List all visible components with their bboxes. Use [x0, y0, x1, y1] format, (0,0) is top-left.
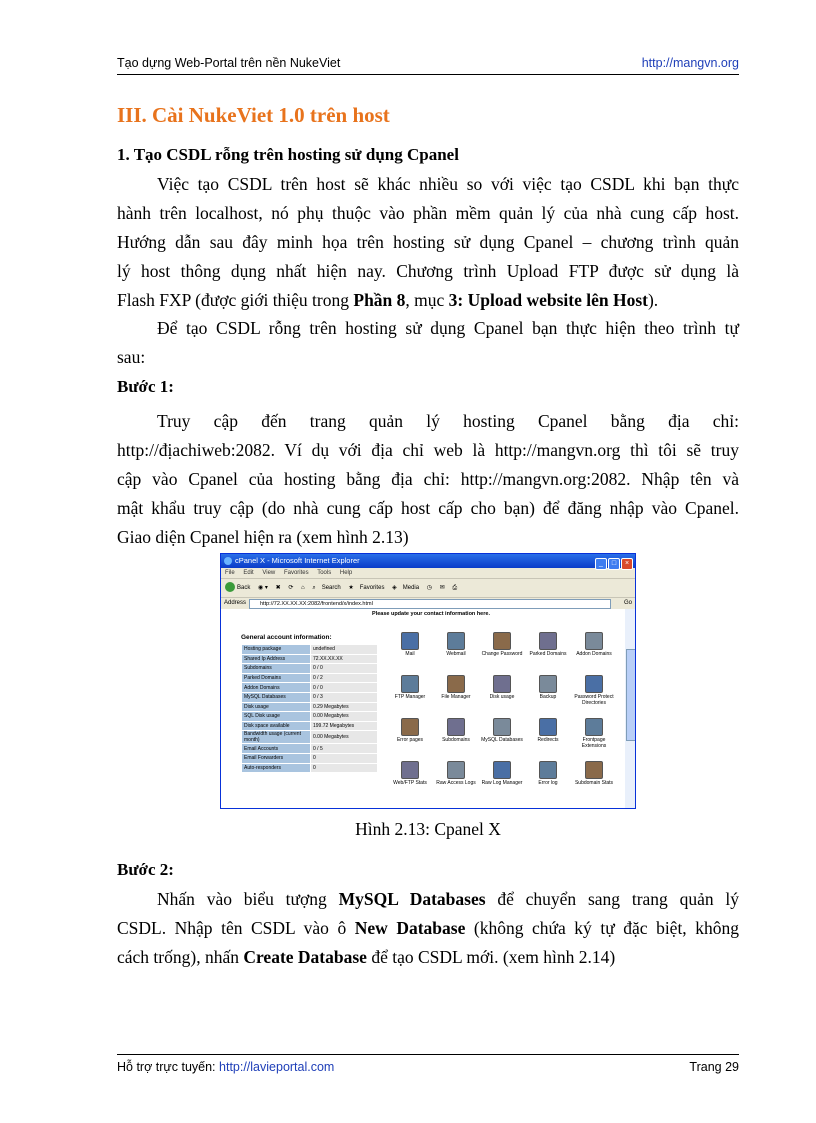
mysql-databases-icon[interactable]: [493, 718, 511, 736]
back-button[interactable]: Back: [237, 585, 251, 591]
menu-edit[interactable]: Edit: [243, 570, 254, 576]
account-row: [242, 721, 378, 731]
text-line: Truy cập đến trang quản lý hosting Cpanel bằng địa chỉ:: [157, 411, 739, 431]
account-row: [242, 683, 378, 693]
cpanel-icon-label[interactable]: Error log: [538, 780, 558, 786]
text-line: Để tạo CSDL rỗng trên hosting sử dụng Cpanel bạn thực hiện theo trình tự: [157, 318, 739, 338]
account-key: SQL Disk usage: [242, 712, 311, 722]
footer-link[interactable]: http://lavieportal.com: [219, 1060, 335, 1074]
account-value: 0.00 Megabytes: [311, 712, 378, 722]
cpanel-icon-item[interactable]: [479, 718, 525, 744]
cpanel-icon-item[interactable]: [571, 718, 617, 749]
toolbar: [221, 579, 635, 598]
menu-help[interactable]: Help: [339, 570, 353, 576]
paragraph-intro: [117, 170, 739, 315]
print-icon[interactable]: ⎙: [452, 585, 458, 591]
footer-support: [117, 1060, 334, 1074]
text-run: để tạo CSDL mới. (xem hình 2.14): [366, 947, 616, 967]
cpanel-icon-label[interactable]: Raw Access Logs: [436, 780, 476, 786]
cpanel-icon-label[interactable]: Addon Domains: [576, 651, 612, 657]
cpanel-icon-label[interactable]: Change Password: [481, 651, 523, 657]
cpanel-icon-label[interactable]: Subdomains: [442, 737, 470, 743]
cpanel-icon-item[interactable]: [479, 632, 525, 658]
cpanel-icon-label[interactable]: Subdomain Stats: [574, 780, 614, 786]
account-value: 0: [311, 753, 378, 763]
account-value: 0 / 2: [311, 673, 378, 683]
web-ftp-stats-icon[interactable]: [401, 761, 419, 779]
text-line: sau:: [117, 347, 146, 367]
bold-run: 3: Upload website lên Host: [448, 290, 648, 310]
account-key: Addon Domains: [242, 683, 311, 693]
address-label: Address: [224, 600, 247, 606]
close-icon[interactable]: ×: [621, 558, 633, 570]
cpanel-icon-label[interactable]: Disk usage: [489, 694, 515, 700]
cpanel-icon-item[interactable]: [571, 632, 617, 658]
account-value: 0.29 Megabytes: [311, 702, 378, 712]
cpanel-icon-item[interactable]: [387, 632, 433, 658]
account-key: Shared Ip Address: [242, 654, 311, 664]
account-key: Email Accounts: [242, 744, 311, 754]
search-icon: ⌕: [312, 585, 316, 591]
subsection-title: 1. Tạo CSDL rỗng trên hosting sử dụng Cpanel: [117, 145, 459, 164]
ftp-manager-icon[interactable]: [401, 675, 419, 693]
cpanel-icon-item[interactable]: [433, 632, 479, 658]
cpanel-icon-label[interactable]: Backup: [539, 694, 557, 700]
text-line: [117, 914, 739, 943]
account-info-title: General account information:: [241, 634, 332, 641]
account-value: 0 / 0: [311, 664, 378, 674]
vertical-scrollbar[interactable]: [625, 609, 635, 808]
section-title: III. Cài NukeViet 1.0 trên host: [117, 103, 390, 127]
text-line: Hướng dẫn sau đây minh họa trên hosting sử dụng Cpanel – chương trình quản: [117, 232, 739, 252]
account-key: Parked Domains: [242, 673, 311, 683]
text-line: [117, 286, 739, 315]
error-pages-icon[interactable]: [401, 718, 419, 736]
cpanel-icon-label[interactable]: Error pages: [396, 737, 424, 743]
account-row: [242, 744, 378, 754]
address-input[interactable]: http://72.XX.XX.XX:2082/frontend/x/index.html: [249, 599, 611, 609]
cpanel-icon-item[interactable]: [479, 761, 525, 787]
account-row: [242, 731, 378, 744]
account-key: Bandwidth usage (current month): [242, 731, 311, 744]
text-run: , mục: [405, 290, 449, 310]
addon-domains-icon[interactable]: [585, 632, 603, 650]
star-icon: ★: [348, 585, 354, 591]
back-icon[interactable]: [225, 582, 235, 592]
forward-icon[interactable]: ◉ ▾: [258, 585, 268, 591]
text-run: CSDL. Nhập tên CSDL vào ô: [117, 918, 355, 938]
account-key: Subdomains: [242, 664, 311, 674]
cpanel-icon-item[interactable]: [387, 718, 433, 744]
header-title: Tạo dựng Web-Portal trên nền NukeViet: [117, 56, 341, 70]
cpanel-icon-item[interactable]: [525, 761, 571, 787]
bold-run: Phần 8: [353, 290, 406, 310]
cpanel-icon-label[interactable]: Raw Log Manager: [481, 780, 523, 786]
cpanel-icon-label[interactable]: FTP Manager: [394, 694, 426, 700]
cpanel-icon-label[interactable]: Webmail: [446, 651, 466, 657]
go-button[interactable]: Go: [623, 600, 632, 606]
account-row: [242, 753, 378, 763]
backup-icon[interactable]: [539, 675, 557, 693]
cpanel-screenshot: [220, 553, 636, 809]
parked-domains-icon[interactable]: [539, 632, 557, 650]
paragraph-step1: [117, 407, 739, 552]
account-value: 0: [311, 763, 378, 773]
window-controls: [594, 556, 633, 570]
bold-run: New Database: [354, 918, 466, 938]
header-rule: [117, 74, 739, 75]
favorites-button[interactable]: Favorites: [359, 585, 385, 591]
text-line: lý host thông dụng nhất hiện nay. Chương trình Upload FTP được sử dụng là: [117, 261, 739, 281]
mail-icon[interactable]: ✉: [439, 585, 445, 591]
raw-access-logs-icon[interactable]: [447, 761, 465, 779]
text-run: để chuyển sang trang quản lý: [485, 889, 740, 909]
file-manager-icon[interactable]: [447, 675, 465, 693]
page-header: [117, 56, 739, 74]
cpanel-icon-label[interactable]: File Manager: [441, 694, 471, 700]
account-row: [242, 645, 378, 655]
cpanel-icon-label[interactable]: Redirects: [537, 737, 559, 743]
menu-view[interactable]: View: [262, 570, 276, 576]
bold-run: MySQL Databases: [338, 889, 486, 909]
account-row: [242, 664, 378, 674]
paragraph-step2: [117, 885, 739, 972]
search-button[interactable]: Search: [321, 585, 341, 591]
redirects-icon[interactable]: [539, 718, 557, 736]
bold-run: Create Database: [243, 947, 367, 967]
account-row: [242, 702, 378, 712]
cpanel-icon-label[interactable]: MySQL Databases: [481, 737, 523, 743]
cpanel-icon-item[interactable]: [387, 761, 433, 787]
text-run: cách trống), nhấn: [117, 947, 244, 967]
text-line: [117, 885, 739, 914]
text-run: Nhấn vào biểu tượng: [157, 889, 339, 909]
cpanel-icon-label[interactable]: Web/FTP Stats: [393, 780, 427, 786]
account-value: 0 / 0: [311, 683, 378, 693]
webmail-icon[interactable]: [447, 632, 465, 650]
contact-notice[interactable]: Please update your contact information here.: [372, 611, 490, 617]
ie-icon: [224, 557, 232, 565]
subdomain-stats-icon[interactable]: [585, 761, 603, 779]
account-row: [242, 673, 378, 683]
account-row: [242, 763, 378, 773]
media-button[interactable]: Media: [402, 585, 420, 591]
cpanel-icon-label[interactable]: Parked Domains: [529, 651, 567, 657]
stop-icon[interactable]: ✖: [275, 585, 281, 591]
mail-icon[interactable]: [401, 632, 419, 650]
cpanel-icon-item[interactable]: [525, 675, 571, 701]
account-value: 0.00 Megabytes: [311, 731, 378, 744]
media-icon: ◈: [392, 585, 397, 591]
cpanel-icon-label[interactable]: Password Protect Directories: [574, 694, 614, 706]
cpanel-icon-item[interactable]: [525, 718, 571, 744]
frontpage-extensions-icon[interactable]: [585, 718, 603, 736]
account-row: [242, 692, 378, 702]
menu-favorites[interactable]: Favorites: [283, 570, 309, 576]
account-key: Auto-responders: [242, 763, 311, 773]
page-number: Trang 29: [689, 1060, 739, 1074]
password-protect-directories-icon[interactable]: [585, 675, 603, 693]
disk-usage-icon[interactable]: [493, 675, 511, 693]
header-url[interactable]: http://mangvn.org: [641, 56, 739, 70]
minimize-icon[interactable]: _: [595, 558, 607, 570]
cpanel-icon-label[interactable]: Frontpage Extensions: [581, 737, 607, 749]
figure-caption: Hình 2.13: Cpanel X: [355, 819, 501, 839]
account-row: [242, 654, 378, 664]
history-icon[interactable]: ◷: [426, 585, 433, 591]
page-content: [221, 609, 625, 808]
home-icon[interactable]: ⌂: [301, 585, 305, 591]
refresh-icon[interactable]: ⟳: [288, 585, 294, 591]
cpanel-icon-item[interactable]: [525, 632, 571, 658]
cpanel-icon-item[interactable]: [433, 761, 479, 787]
account-info-table: [241, 644, 378, 773]
text-run: (không chứa ký tự đặc biệt, không: [465, 918, 739, 938]
text-line: http://địachiweb:2082. Ví dụ với địa chỉ web là http://mangvn.org thì tôi sẽ truy: [117, 440, 739, 460]
account-value: 199.72 Megabytes: [311, 721, 378, 731]
cpanel-icon-item[interactable]: [571, 675, 617, 706]
page-footer: [117, 1060, 739, 1078]
text-line: Giao diện Cpanel hiện ra (xem hình 2.13): [117, 527, 409, 547]
footer-support-label: Hỗ trợ trực tuyến:: [117, 1060, 220, 1074]
text-line: hành trên localhost, nó phụ thuộc vào phần mềm quản lý của nhà cung cấp host.: [117, 203, 739, 223]
maximize-icon[interactable]: □: [608, 558, 620, 570]
cpanel-icon-item[interactable]: [433, 675, 479, 701]
account-key: Hosting package: [242, 645, 311, 655]
text-run: ).: [647, 290, 659, 310]
account-value: undefined: [311, 645, 378, 655]
window-title: cPanel X - Microsoft Internet Explorer: [235, 556, 360, 565]
account-key: Disk space available: [242, 721, 311, 731]
account-value: 72.XX.XX.XX: [311, 654, 378, 664]
text-run: Flash FXP (được giới thiệu trong: [117, 290, 354, 310]
account-key: Disk usage: [242, 702, 311, 712]
cpanel-icon-item[interactable]: [433, 718, 479, 744]
paragraph-steps-intro: [117, 314, 739, 372]
scrollbar-thumb[interactable]: [626, 649, 636, 741]
subdomains-icon[interactable]: [447, 718, 465, 736]
change-password-icon[interactable]: [493, 632, 511, 650]
text-line: Việc tạo CSDL trên host sẽ khác nhiều so với việc tạo CSDL khi bạn thực: [157, 174, 739, 194]
account-key: Email Forwarders: [242, 753, 311, 763]
menu-file[interactable]: File: [225, 570, 235, 576]
menu-bar: [221, 568, 635, 579]
step2-title: Bước 2:: [117, 860, 174, 879]
window-titlebar: [221, 554, 635, 568]
footer-rule: [117, 1054, 739, 1055]
text-line: mật khẩu truy cập (do nhà cung cấp host cấp cho bạn) để đăng nhập vào Cpanel.: [117, 498, 739, 518]
raw-log-manager-icon[interactable]: [493, 761, 511, 779]
text-line: [117, 943, 739, 972]
account-key: MySQL Databases: [242, 692, 311, 702]
menu-tools[interactable]: Tools: [317, 570, 332, 576]
cpanel-icon-label[interactable]: Mail: [405, 651, 415, 657]
account-value: 0 / 5: [311, 744, 378, 754]
error-log-icon[interactable]: [539, 761, 557, 779]
text-line: cập vào Cpanel của hosting bằng địa chỉ: http://mangvn.org:2082. Nhập tên và: [117, 469, 739, 489]
account-value: 0 / 3: [311, 692, 378, 702]
cpanel-icon-item[interactable]: [387, 675, 433, 701]
cpanel-icon-item[interactable]: [571, 761, 617, 787]
account-row: [242, 712, 378, 722]
cpanel-icon-item[interactable]: [479, 675, 525, 701]
step1-title: Bước 1:: [117, 377, 174, 396]
